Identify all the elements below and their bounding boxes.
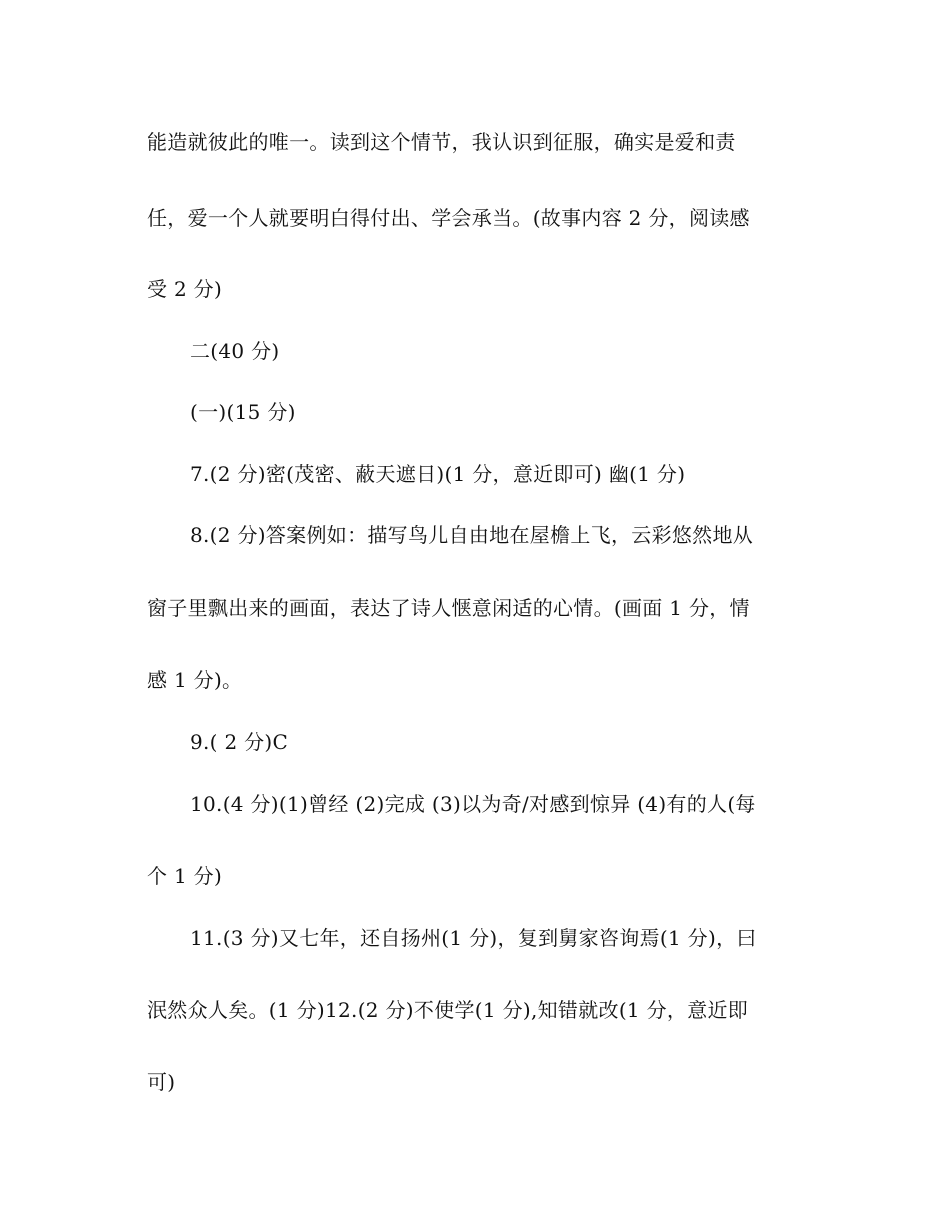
subsection-heading: (一)(15 分) (190, 400, 296, 424)
text-line: 受 2 分) (147, 277, 223, 301)
answer-item-9: 9.( 2 分)C (190, 730, 289, 754)
answer-item-10: 10.(4 分)(1)曾经 (2)完成 (3)以为奇/对感到惊异 (4)有的人(每 (190, 792, 756, 816)
text-line: 任，爱一个人就要明白得付出、学会承当。(故事内容 2 分，阅读感 (147, 206, 750, 230)
answer-item-8: 8.(2 分)答案例如：描写鸟儿自由地在屋檐上飞，云彩悠然地从 (190, 523, 754, 547)
answer-item-11: 11.(3 分)又七年，还自扬州(1 分)，复到舅家咨询焉(1 分)，曰 (190, 926, 757, 950)
answer-item-7: 7.(2 分)密(茂密、蔽天遮日)(1 分，意近即可) 幽(1 分) (190, 462, 686, 486)
text-line: 可) (147, 1070, 176, 1094)
section-heading: 二(40 分) (190, 339, 280, 363)
text-line: 个 1 分) (147, 864, 223, 888)
text-line: 窗子里飘出来的画面，表达了诗人惬意闲适的心情。(画面 1 分，情 (147, 596, 750, 620)
text-line: 感 1 分)。 (147, 668, 243, 692)
answer-item-12: 泯然众人矣。(1 分)12.(2 分)不使学(1 分),知错就改(1 分，意近即 (147, 998, 749, 1022)
text-line: 能造就彼此的唯一。读到这个情节，我认识到征服，确实是爱和责 (147, 130, 736, 154)
